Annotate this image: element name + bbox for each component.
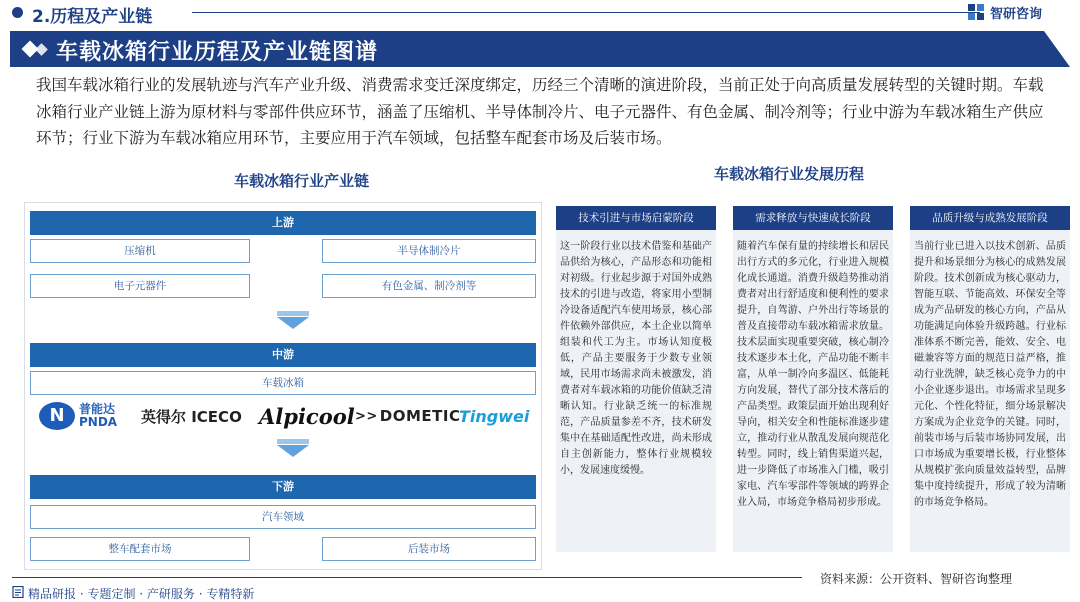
section-dot-icon xyxy=(12,7,23,18)
upstream-item: 半导体制冷片 xyxy=(322,239,536,263)
brand-logos xyxy=(33,399,535,433)
industry-chain-diagram xyxy=(24,202,542,570)
pnda-logo xyxy=(39,399,117,433)
stage-card-1 xyxy=(556,206,716,552)
stage-title: 技术引进与市场启蒙阶段 xyxy=(556,206,716,230)
flow-arrow-body xyxy=(277,439,309,444)
dometic-chevron-icon: >> xyxy=(355,408,378,424)
history-title: 车载冰箱行业发展历程 xyxy=(714,165,865,183)
downstream-bar: 下游 xyxy=(30,475,536,499)
down-arrow-icon xyxy=(277,317,309,329)
banner-corner xyxy=(1044,31,1070,67)
midstream-product: 车载冰箱 xyxy=(30,371,536,395)
footer-services: 精品研报 · 专题定制 · 产研服务 · 专精特新 xyxy=(28,587,255,601)
page-title: 车载冰箱行业历程及产业链图谱 xyxy=(56,40,379,65)
intro-paragraph: 我国车载冰箱行业的发展轨迹与汽车产业升级、消费需求变迁深度绑定，历经三个清晰的演进阶段，当前正处于向高质量发展转型的关键时期。车载冰箱行业产业链上游为原材料与零部件供应环节，涵盖了压缩机、半导体制冷片、电子元器件、有色金属、制冷剂等；行业中游为车载冰箱生产供应环节；行业下游为车载冰箱应用环节，主要应用于汽车领域，包括整车配套市场及后装市场。 xyxy=(36,76,1044,147)
title-banner xyxy=(10,31,1070,67)
pnda-badge-icon: N xyxy=(39,402,75,430)
dometic-name: DOMETIC xyxy=(379,407,461,425)
upstream-bar: 上游 xyxy=(30,211,536,235)
chain-title: 车载冰箱行业产业链 xyxy=(234,172,370,190)
down-arrow-icon xyxy=(277,445,309,457)
stage-card-2 xyxy=(733,206,893,552)
top-bar xyxy=(0,0,1080,26)
stage-text: 当前行业已进入以技术创新、品质提升和场景细分为核心的成熟发展阶段。技术创新成为核心驱动力，智能互联、节能高效、环保安全等成为产品研发的核心方向，产品从功能满足向体验升级跨越。行业标准体系不断完善，能效、安全、电磁兼容等方面的规范日益严格，推动行业洗牌，缺乏核心竞争力的中小企业逐步退出。市场需求呈现多元化、个性化特征，细分场景解决方案成为企业竞争的关键。同时，前装市场与后装市场协同发展，出口市场成为重要增长极，行业整体从规模扩张向质量效益转型，品牌集中度持续提升，形成了较为清晰的市场竞争格局。 xyxy=(914,241,1066,508)
source-note: 资料来源：公开资料、智研咨询整理 xyxy=(820,572,1013,586)
pnda-en-name: PNDA xyxy=(79,415,118,429)
stage-card-3 xyxy=(910,206,1070,552)
upstream-item: 电子元器件 xyxy=(30,274,250,298)
alpicool-logo: Alpicool xyxy=(259,403,355,429)
section-title: 2.历程及产业链 xyxy=(32,7,153,27)
midstream-bar: 中游 xyxy=(30,343,536,367)
downstream-market: 后装市场 xyxy=(322,537,536,561)
stage-text: 随着汽车保有量的持续增长和居民出行方式的多元化，行业进入规模化成长通道。消费升级趋势推动消费者对出行舒适度和便利性的要求提升，自驾游、户外出行等场景的普及直接带动车载冰箱需求放量。技术层面实现重要突破，核心制冷技术逐步本土化，产品功能不断丰富，从单一制冷向多温区、低能耗方向发展，替代了部分技术落后的产品类型。政策层面开始出现利好导向，相关安全和性能标准逐步建立，推动行业从散乱发展向规范化转型。同时，线上销售渠道兴起，进一步降低了市场准入门槛，吸引家电、汽车零部件等领域的跨界企业入局，市场竞争格局初步形成。 xyxy=(737,241,889,508)
upstream-item: 有色金属、制冷剂等 xyxy=(322,274,536,298)
downstream-market: 整车配套市场 xyxy=(30,537,250,561)
header-divider xyxy=(192,12,980,13)
flow-arrow-body xyxy=(277,311,309,316)
footer-divider xyxy=(12,577,802,578)
brand-name: 智研咨询 xyxy=(990,7,1043,22)
stage-title: 品质升级与成熟发展阶段 xyxy=(910,206,1070,230)
pnda-cn-name: 普能达 xyxy=(79,402,116,416)
tingwei-logo: Tingwei xyxy=(459,406,530,426)
iceco-logo: 英得尔 ICECO xyxy=(141,407,242,426)
stage-text: 这一阶段行业以技术借鉴和基础产品供给为核心，产品形态和功能相对初级。行业起步源于对国外成熟技术的引进与改造，将家用小型制冷设备适配汽车使用场景，核心部件依赖外部供应，本土企业以简单组装和代工为主。市场认知度极低，产品主要服务于少数专业领域，民用市场需求尚未被激发，消费者对车载冰箱的功能价值缺乏清晰认知。行业缺乏统一的标准规范，产品质量参差不齐，技术研发集中在基础适配性改进，尚未形成自主创新能力，整体行业规模较小，发展速度缓慢。 xyxy=(560,241,712,476)
downstream-field: 汽车领域 xyxy=(30,505,536,529)
report-icon xyxy=(12,586,24,598)
stage-title: 需求释放与快速成长阶段 xyxy=(733,206,893,230)
dometic-logo xyxy=(355,399,461,433)
upstream-item: 压缩机 xyxy=(30,239,250,263)
diamond-small-icon xyxy=(35,43,48,56)
zhiyan-logo-icon xyxy=(968,4,984,20)
